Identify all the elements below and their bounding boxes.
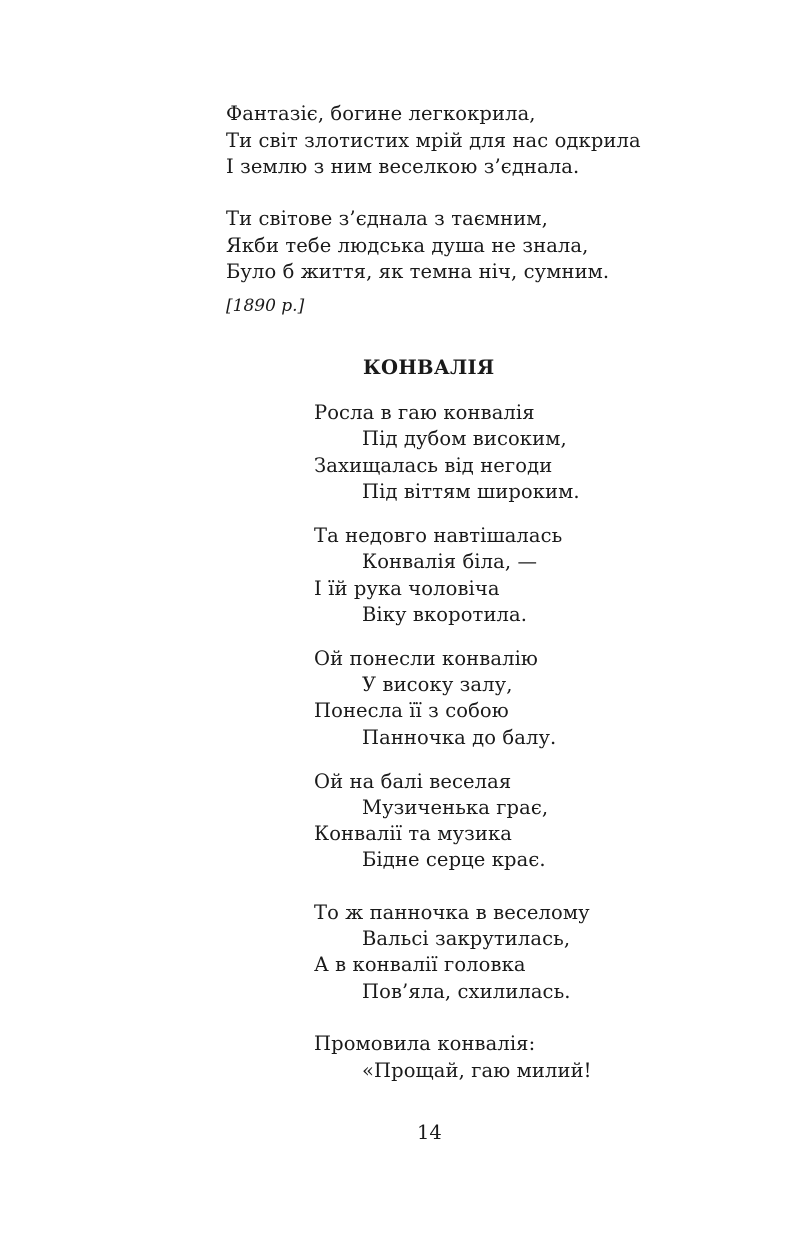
poem-2-line: Ой на балі веселая	[314, 770, 512, 793]
page-number: 14	[417, 1121, 442, 1144]
poem-2-line-indented: У високу залу,	[362, 673, 513, 696]
poem-2-line-indented: Музиченька грає,	[362, 796, 549, 819]
poem-2-line: Промовила конвалія:	[314, 1032, 536, 1055]
poem-1-line: Фантазіє, богине легкокрила,	[226, 102, 536, 125]
poem-2-line-indented: «Прощай, гаю милий!	[362, 1059, 592, 1082]
poem-2-line-indented: Віку вкоротила.	[362, 603, 528, 626]
poem-2-line-indented: Пов’яла, схилилась.	[362, 980, 571, 1003]
poem-1-line: Ти світове з’єднала з таємним,	[226, 207, 548, 230]
poem-2-line: Та недовго навтішалась	[314, 524, 563, 547]
poem-2-line: Ой понесли конвалію	[314, 647, 538, 670]
poem-2-line: Понесла її з собою	[314, 699, 509, 722]
poem-title: КОНВАЛІЯ	[363, 356, 495, 379]
poem-2-line-indented: Вальсі закрутилась,	[362, 927, 571, 950]
poem-2-line: Конвалії та музика	[314, 822, 512, 845]
poem-2-line-indented: Під дубом високим,	[362, 427, 567, 450]
poem-2-line: І їй рука чоловіча	[314, 577, 500, 600]
poem-1-line: Якби тебе людська душа не знала,	[226, 234, 589, 257]
poem-2-line: Захищалась від негоди	[314, 454, 553, 477]
poem-2-line: Росла в гаю конвалія	[314, 401, 535, 424]
poem-2-line: То ж панночка в веселому	[314, 901, 590, 924]
poem-2-line: А в конвалії головка	[314, 953, 526, 976]
poem-1-line: Ти світ злотистих мрій для нас одкрила	[226, 129, 641, 152]
poem-2-line-indented: Панночка до балу.	[362, 726, 557, 749]
poem-2-line-indented: Конвалія біла, —	[362, 550, 538, 573]
poem-2-line-indented: Під віттям широким.	[362, 480, 580, 503]
poem-date: [1890 р.]	[226, 296, 305, 316]
poem-1-line: І землю з ним веселкою з’єднала.	[226, 155, 580, 178]
poem-1-line: Було б життя, як темна ніч, сумним.	[226, 260, 610, 283]
poem-2-line-indented: Бідне серце крає.	[362, 848, 546, 871]
